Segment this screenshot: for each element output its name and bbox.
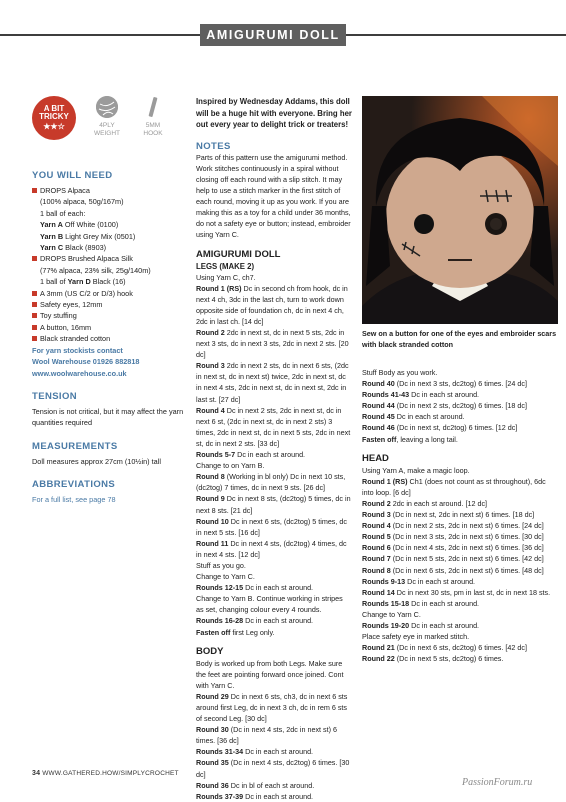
instruction-row: Round 3 2dc in next 2 sts, dc in next 6 sts, (2dc in next st, dc in next st) twice, 2dc in next st, dc in next 4 sts, 2dc in next st, dc in next st, 2dc in last st. [27 dc] — [196, 361, 349, 404]
badge-line1: A BIT — [43, 104, 65, 113]
head-intro: Using Yarn A, make a magic loop. — [362, 465, 470, 475]
bullet-icon — [32, 291, 37, 296]
instruction-row: Round 8 (Dc in next 6 sts, 2dc in next st) 6 times. [48 dc] — [362, 565, 544, 575]
section-heading-doll: AMIGURUMI DOLL — [196, 248, 281, 260]
hook-size-value: 5MM — [145, 122, 161, 129]
bullet-icon — [32, 336, 37, 341]
instruction-row: Rounds 19-20 Dc in each st around. — [362, 620, 480, 630]
instruction-row: Rounds 16-28 Dc in each st around. — [196, 616, 314, 626]
doll-photo — [362, 96, 558, 324]
stockist-phone: Wool Warehouse 01926 882818 — [32, 357, 140, 367]
instruction-row: Round 7 (Dc in next 5 sts, 2dc in next st) 6 times. [42 dc] — [362, 554, 544, 564]
hook-size-spec — [130, 96, 176, 138]
abbreviations-heading: ABBREVIATIONS — [32, 479, 116, 491]
tension-heading: TENSION — [32, 390, 78, 402]
measurements-text: Doll measures approx 27cm (10½in) tall — [32, 456, 161, 466]
instruction-row: Round 44 (Dc in next 2 sts, dc2tog) 6 times. [18 dc] — [362, 401, 527, 411]
notes-text: Parts of this pattern use the amigurumi method. Work stitches continuously in a spiral without closing off each round with a slip stitch. It may help to use a stitch marker in the first stitch of each round, moving it up as you work. If you are making this as a toy for a child under 36 months, do not a safety eye or button; instead, embroider using Yarn C. — [196, 152, 351, 240]
header-rule-left — [0, 34, 200, 36]
list-item: DROPS Brushed Alpaca Silk — [32, 253, 184, 264]
section-subheading-legs: LEGS (MAKE 2) — [196, 261, 255, 271]
instruction-row: Round 30 (Dc in next 4 sts, 2dc in next st) 6 times. [36 dc] — [196, 725, 338, 746]
list-item: A 3mm (US C/2 or D/3) hook — [32, 288, 184, 299]
footer-url: WWW.GATHERED.HOW/SIMPLYCROCHET — [42, 770, 179, 777]
instruction-row: Round 45 Dc in each st around. — [362, 412, 465, 422]
instruction-row: Round 14 Dc in next 30 sts, pm in last st, dc in next 18 sts. — [362, 587, 551, 597]
section-heading-head: HEAD — [362, 452, 389, 464]
instruction-row: Round 4 (Dc in next 2 sts, 2dc in next st) 6 times. [24 dc] — [362, 521, 544, 531]
instruction-row: Rounds 5-7 Dc in each st around. — [196, 450, 306, 460]
header-rule-right — [346, 34, 566, 36]
bullet-icon — [32, 325, 37, 330]
instruction-row: Change to Yarn C. — [196, 572, 255, 582]
instruction-row: Rounds 15-18 Dc in each st around. — [362, 598, 480, 608]
instruction-row: Round 40 (Dc in next 3 sts, dc2tog) 6 times. [24 dc] — [362, 379, 527, 389]
instruction-row: Change to Yarn B. Continue working in stripes as set, changing colour every 4 rounds. — [196, 594, 343, 615]
instruction-row: Round 21 (Dc in next 6 sts, dc2tog) 6 times. [42 dc] — [362, 643, 527, 653]
instruction-row: Round 1 (RS) Dc in second ch from hook, dc in next 4 ch, 3dc in the last ch, turn to work down opposite side of foundation ch, dc in next 4 ch, 2dc in last ch. [14 dc] — [196, 283, 348, 326]
instruction-row: Round 35 (Dc in next 4 sts, dc2tog) 6 times. [30 dc] — [196, 758, 350, 779]
bullet-icon — [32, 188, 37, 193]
instruction-row: Round 29 Dc in next 6 sts, ch3, dc in next 6 sts around first Leg, dc in next 3 ch, dc in rem 6 sts of second Leg. [30 dc] — [196, 691, 348, 724]
body-instructions — [196, 691, 352, 802]
list-item-detail: (100% alpaca, 50g/167m) — [40, 197, 124, 207]
tension-text: Tension is not critical, but it may affect the yarn quantities required — [32, 406, 184, 428]
instruction-row: Place safety eye in marked stitch. — [362, 632, 470, 642]
yarn-weight-value: 4PLY — [99, 122, 115, 129]
measurements-heading: MEASUREMENTS — [32, 440, 118, 452]
instruction-row: Fasten off, leaving a long tail. — [362, 434, 458, 444]
yarn-ball-icon — [96, 96, 118, 118]
badge-line2: TRICKY — [39, 112, 69, 121]
legs-instructions — [196, 283, 352, 638]
instruction-row: Rounds 41-43 Dc in each st around. — [362, 390, 480, 400]
list-item-detail: 1 ball of Yarn D Black (16) — [40, 277, 126, 287]
body-continued-instructions — [362, 367, 558, 445]
page-number: 34 — [32, 770, 41, 777]
difficulty-badge — [32, 96, 76, 140]
instruction-row: Rounds 31-34 Dc in each st around. — [196, 747, 314, 757]
hook-size-label: HOOK — [143, 130, 163, 137]
you-will-need-heading: YOU WILL NEED — [32, 170, 113, 181]
difficulty-row — [32, 96, 184, 154]
list-item: Toy stuffing — [32, 310, 184, 321]
bullet-icon — [32, 256, 37, 261]
instruction-row: Rounds 12-15 Dc in each st around. — [196, 583, 314, 593]
notes-heading: NOTES — [196, 140, 231, 152]
photo-caption: Sew on a button for one of the eyes and embroider scars with black stranded cotton — [362, 329, 557, 349]
instruction-row: Round 36 Dc in bl of each st around. — [196, 780, 315, 790]
instruction-row: Round 46 (Dc in next st, dc2tog) 6 times. [12 dc] — [362, 423, 518, 433]
list-item: DROPS Alpaca — [32, 185, 184, 196]
list-item-detail: Yarn C Black (8903) — [40, 243, 107, 253]
list-item-detail: Yarn A Off White (0100) — [40, 220, 119, 230]
abbreviations-link[interactable]: For a full list, see page 78 — [32, 495, 116, 505]
difficulty-stars-icon: ★★☆ — [43, 122, 65, 131]
instruction-row: Round 11 Dc in next 4 sts, (dc2tog) 4 times, dc in next 4 sts. [12 dc] — [196, 538, 347, 559]
page-header-title: AMIGURUMI DOLL — [200, 24, 346, 46]
instruction-row: Change to on Yarn B. — [196, 461, 265, 471]
instruction-row: Fasten off first Leg only. — [196, 627, 275, 637]
materials-sidebar — [32, 96, 184, 506]
body-intro: Body is worked up from both Legs. Make sure the feet are pointing forward once joined. Cont with Yarn C. — [196, 658, 344, 690]
list-item: A button, 16mm — [32, 322, 184, 333]
pattern-column-middle — [196, 96, 352, 802]
instruction-row: Round 4 Dc in next 2 sts, 2dc in next st, dc in next 6 st, (2dc in next st, dc in next 2 sts) 3 times, 2dc in next st, dc in next 5 sts, 2dc in next st, dc in next 2 sts. [33 dc] — [196, 405, 351, 448]
bullet-icon — [32, 302, 37, 307]
instruction-row: Round 10 Dc in next 6 sts, (dc2tog) 5 times, dc in next 5 sts. [16 dc] — [196, 516, 347, 537]
head-instructions — [362, 476, 558, 665]
instruction-row: Round 6 (Dc in next 4 sts, 2dc in next st) 6 times. [36 dc] — [362, 543, 544, 553]
instruction-row: Change to Yarn C. — [362, 609, 421, 619]
instruction-row: Round 1 (RS) Ch1 (does not count as st throughout), 6dc into loop. [6 dc] — [362, 476, 546, 497]
list-item-detail: Yarn B Light Grey Mix (0501) — [40, 231, 136, 241]
intro-text: Inspired by Wednesday Addams, this doll will be a huge hit with everyone. Bring her out every year to delight trick or treaters! — [196, 97, 352, 130]
watermark: PassionForum.ru — [462, 777, 533, 788]
list-item-detail: (77% alpaca, 23% silk, 25g/140m) — [40, 265, 151, 275]
crochet-hook-icon — [142, 96, 164, 118]
section-heading-body: BODY — [196, 645, 224, 657]
instruction-row: Round 2 2dc in each st around. [12 dc] — [362, 498, 488, 508]
instruction-row: Round 2 2dc in next st, dc in next 5 sts, 2dc in next 3 sts, dc in next 3 sts, 2dc in next 2 sts. [20 dc] — [196, 328, 349, 360]
instruction-row: Stuff Body as you work. — [362, 368, 438, 377]
instruction-row: Round 22 (Dc in next 5 sts, dc2tog) 6 times. — [362, 654, 504, 664]
list-item: Black stranded cotton — [32, 333, 184, 344]
list-item: Safety eyes, 12mm — [32, 299, 184, 310]
bullet-icon — [32, 313, 37, 318]
instruction-row: Round 8 (Working in bl only) Dc in next 10 sts, (dc2tog) 7 times, dc in next 9 sts. [26 dc] — [196, 472, 346, 493]
list-item-detail: 1 ball of each: — [40, 208, 86, 218]
instruction-row: Round 9 Dc in next 8 sts, (dc2tog) 5 times, dc in next 8 sts. [21 dc] — [196, 494, 351, 515]
legs-start: Using Yarn C, ch7. — [196, 272, 256, 282]
stockist-url-link[interactable]: www.woolwarehouse.co.uk — [32, 368, 127, 378]
instruction-row: Rounds 37-39 Dc in each st around. — [196, 791, 314, 801]
pattern-column-right — [362, 367, 558, 664]
instruction-row: Round 5 (Dc in next 3 sts, 2dc in next st) 6 times. [30 dc] — [362, 532, 544, 542]
instruction-row: Stuff as you go. — [196, 560, 246, 570]
yarn-weight-spec — [84, 96, 130, 138]
instruction-row: Round 3 (Dc in next st, 2dc in next st) 6 times. [18 dc] — [362, 510, 535, 520]
stockist-text: For yarn stockists contact — [32, 345, 123, 355]
instruction-row: Rounds 9-13 Dc in each st around. — [362, 576, 476, 586]
yarn-weight-label: WEIGHT — [94, 130, 120, 137]
page-footer — [32, 770, 179, 777]
